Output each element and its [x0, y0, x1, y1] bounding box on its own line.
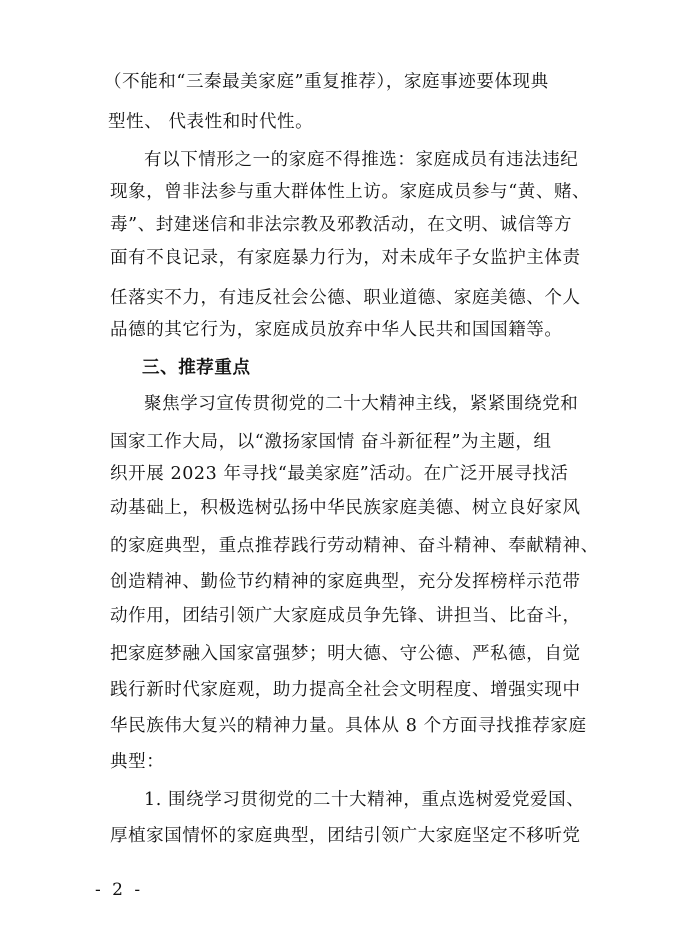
paragraph-3-line-9: 践行新时代家庭观，助力提高全社会文明程度、增强实现中	[110, 680, 581, 700]
paragraph-3-line-8: 把家庭梦融入国家富强梦；明大德、守公德、严私德，自觉	[110, 644, 581, 664]
paragraph-3-line-5: 的家庭典型，重点推荐践行劳动精神、奋斗精神、奉献精神、	[110, 536, 599, 556]
paragraph-3-line-2: 国家工作大局，以“激扬家国情 奋斗新征程”为主题，组	[110, 432, 552, 452]
paragraph-2-line-5: 任落实不力，有违反社会公德、职业道德、家庭美德、个人	[110, 288, 581, 308]
paragraph-2-line-3: 毒”、封建迷信和非法宗教及邪教活动，在文明、诚信等方	[110, 215, 573, 235]
section-heading: 三、推荐重点	[142, 358, 251, 378]
paragraph-3-line-7: 动作用，团结引领广大家庭成员争先锋、讲担当、比奋斗，	[110, 606, 581, 626]
paragraph-1-line-1: （不能和“三秦最美家庭”重复推荐），家庭事迹要体现典	[104, 72, 549, 92]
paragraph-2-line-2: 现象，曾非法参与重大群体性上访。家庭成员参与“黄、赌、	[110, 182, 591, 202]
paragraph-2-line-4: 面有不良记录，有家庭暴力行为，对未成年子女监护主体责	[110, 248, 581, 268]
paragraph-3-line-3: 织开展 2023 年寻找“最美家庭”活动。在广泛开展寻找活	[110, 464, 569, 484]
paragraph-3-line-11: 典型：	[110, 752, 165, 772]
paragraph-2-line-6: 品德的其它行为，家庭成员放弃中华人民共和国国籍等。	[110, 320, 563, 340]
paragraph-3-line-4: 动基础上，积极选树弘扬中华民族家庭美德、树立良好家风	[110, 498, 581, 518]
paragraph-3-line-1: 聚焦学习宣传贯彻党的二十大精神主线，紧紧围绕党和	[144, 394, 579, 414]
page-number: - 2 -	[95, 880, 144, 900]
list-item-1-line-2: 厚植家国情怀的家庭典型，团结引领广大家庭坚定不移听党	[110, 826, 581, 846]
paragraph-1-line-2: 型性、 代表性和时代性。	[108, 112, 314, 132]
list-item-1-line-1: 1. 围绕学习贯彻党的二十大精神，重点选树爱党爱国、	[144, 790, 585, 810]
paragraph-3-line-10: 华民族伟大复兴的精神力量。具体从 8 个方面寻找推荐家庭	[110, 716, 587, 736]
paragraph-2-line-1: 有以下情形之一的家庭不得推选：家庭成员有违法违纪	[144, 150, 579, 170]
paragraph-3-line-6: 创造精神、勤俭节约精神的家庭典型，充分发挥榜样示范带	[110, 572, 581, 592]
